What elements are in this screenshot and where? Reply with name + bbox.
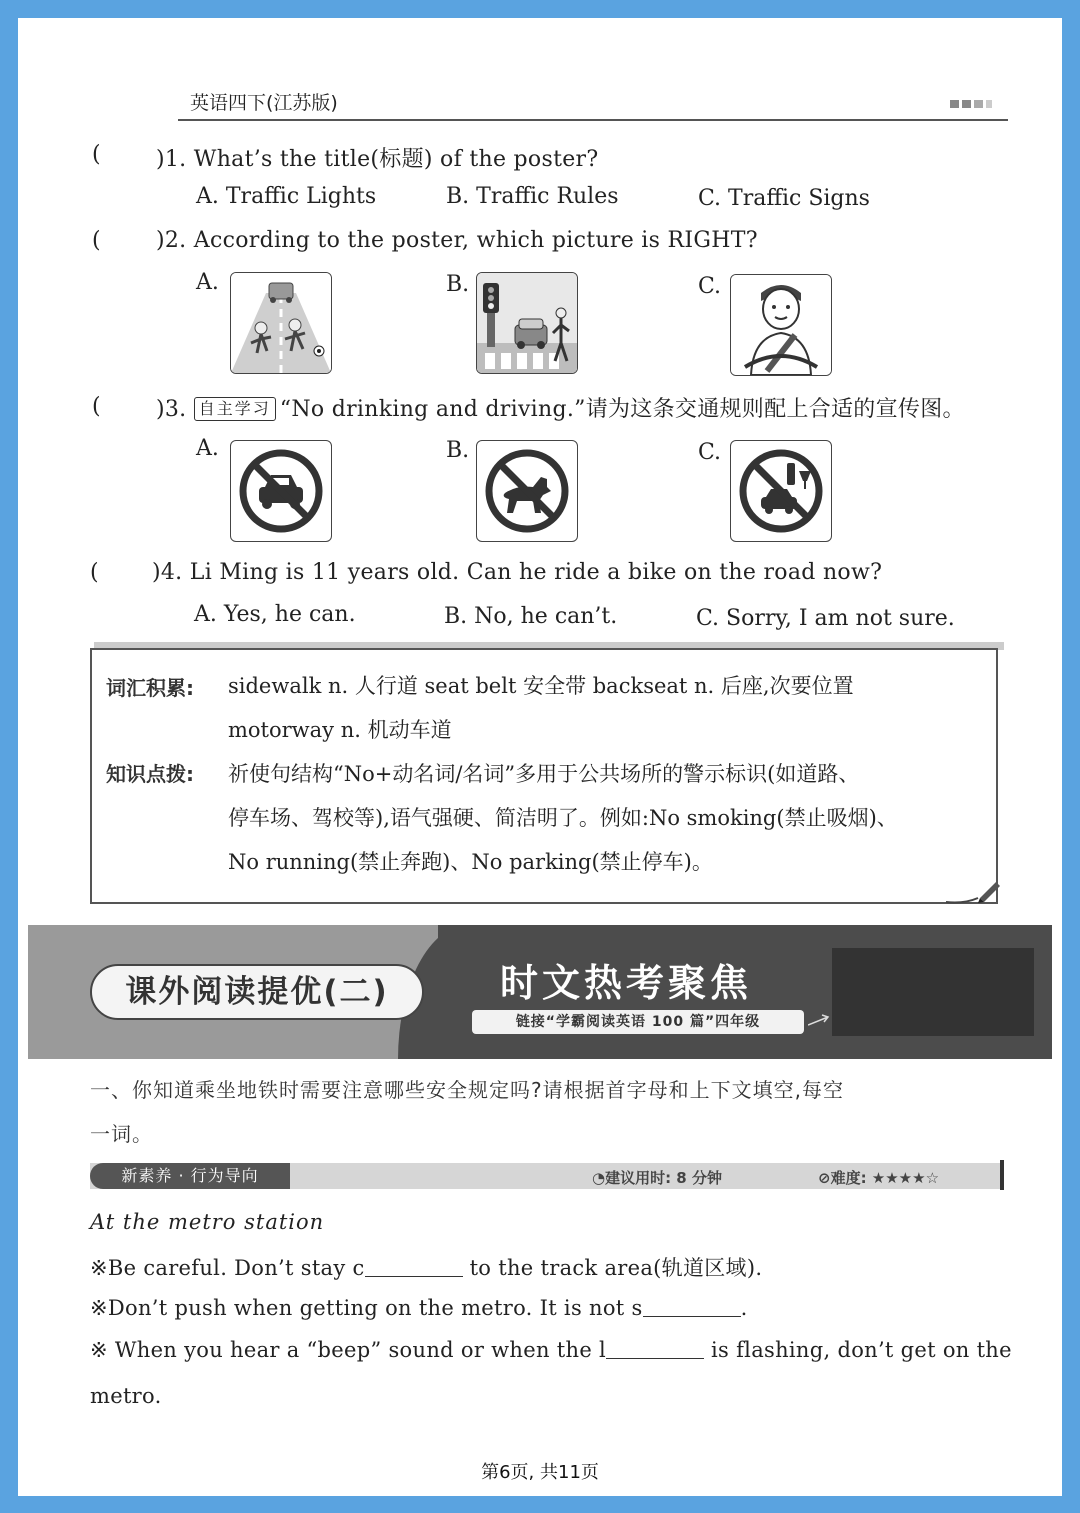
tip-line-3: No running(禁止奔跑)、No parking(禁止停车)。: [228, 850, 713, 874]
line-text: is flashing, don’t get on the: [711, 1338, 1012, 1362]
line-text: .: [740, 1296, 748, 1320]
option-b-label: B.: [446, 272, 470, 297]
header-rule: [178, 119, 1008, 121]
fill-blank-3[interactable]: [606, 1340, 704, 1359]
option-a-label: A.: [196, 436, 219, 461]
kids-playing-on-road-picture[interactable]: [230, 272, 332, 374]
passage-line-1: [90, 1252, 762, 1282]
option-b[interactable]: B. No, he can’t.: [444, 604, 618, 629]
passage-line-2: [90, 1296, 748, 1320]
question-text: Li Ming is 11 years old. Can he ride a bike on the road now?: [189, 560, 883, 585]
answer-paren[interactable]: (: [90, 560, 99, 585]
question-4: [152, 560, 882, 585]
option-b-label: B.: [446, 438, 470, 463]
passage-line-4: metro.: [90, 1384, 162, 1408]
suggested-time: ◔建议用时: 8 分钟: [592, 1169, 722, 1187]
vocab-line-2: motorway n. 机动车道: [228, 718, 452, 742]
option-c-label: C.: [698, 274, 722, 299]
section-instruction-line-1: 一、你知道乘坐地铁时需要注意哪些安全规定吗?请根据首字母和上下文填空,每空: [90, 1078, 844, 1102]
tip-line-2: 停车场、驾校等),语气强硬、简洁明了。例如:No smoking(禁止吸烟)、: [228, 806, 898, 830]
difficulty-rating: ⊘难度: ★★★★☆: [818, 1169, 940, 1187]
fill-blank-2[interactable]: [643, 1298, 741, 1317]
line-text: ※Don’t push when getting on the metro. It is not s: [90, 1296, 643, 1320]
question-text: According to the poster, which picture is RIGHT?: [193, 228, 758, 253]
line-text: ※Be careful. Don’t stay c: [90, 1256, 365, 1280]
option-a-label: A.: [196, 270, 219, 295]
arrow-icon: [808, 1012, 832, 1026]
strip-end-bar: [1000, 1160, 1004, 1190]
passage-line-3: [90, 1338, 1012, 1362]
no-drinking-driving-sign-picture[interactable]: [730, 440, 832, 542]
header-marks: [950, 100, 992, 108]
question-text: “No drinking and driving.”请为这条交通规则配上合适的宣传图。: [279, 397, 965, 422]
link-subtitle: 链接“学霸阅读英语 100 篇”四年级: [472, 1010, 804, 1034]
question-text: What’s the title(标题) of the poster?: [193, 147, 599, 172]
fill-blank-1[interactable]: [365, 1258, 463, 1277]
hot-topics-title: 时文热考聚焦: [500, 960, 753, 1005]
option-a[interactable]: A. Traffic Lights: [196, 184, 377, 209]
question-number: )2.: [156, 228, 187, 253]
option-b[interactable]: B. Traffic Rules: [446, 184, 619, 209]
vocab-line-1: sidewalk n. 人行道 seat belt 安全带 backseat n. 后座,次要位置: [228, 674, 854, 698]
reading-section-title: 课外阅读提优(二): [90, 964, 424, 1020]
question-number: )4.: [152, 560, 183, 585]
section-instruction-line-2: 一词。: [90, 1122, 153, 1146]
worksheet-page: [18, 18, 1062, 1496]
passage-title: At the metro station: [90, 1210, 325, 1234]
option-c[interactable]: C. Traffic Signs: [698, 186, 870, 211]
option-c-label: C.: [698, 440, 722, 465]
question-number: )1.: [156, 147, 187, 172]
line-text: to the track area(轨道区域).: [469, 1256, 763, 1280]
book-title: 英语四下(江苏版): [190, 92, 338, 114]
answer-paren[interactable]: (: [92, 228, 101, 253]
tip-heading: 知识点拨:: [106, 762, 194, 786]
page-indicator: 第6页, 共11页: [481, 1462, 599, 1483]
question-number: )3.: [156, 397, 187, 422]
question-3: [156, 392, 965, 423]
no-dogs-sign-picture[interactable]: [476, 440, 578, 542]
question-1: [156, 142, 598, 173]
tip-line-1: 祈使句结构“No+动名词/名词”多用于公共场所的警示标识(如道路、: [228, 762, 860, 786]
answer-paren[interactable]: (: [92, 142, 101, 167]
vocab-heading: 词汇积累:: [106, 676, 194, 700]
answer-paren[interactable]: (: [92, 394, 101, 419]
option-c[interactable]: C. Sorry, I am not sure.: [696, 606, 955, 631]
literacy-tag: 新素养 · 行为导向: [90, 1163, 290, 1189]
banner-corner-box: [832, 948, 1034, 1036]
driver-seat-belt-picture[interactable]: [730, 274, 832, 376]
self-study-tag: 自主学习: [194, 397, 276, 421]
no-car-sign-picture[interactable]: [230, 440, 332, 542]
question-2: [156, 228, 758, 253]
option-a[interactable]: A. Yes, he can.: [194, 602, 356, 627]
pen-icon: [944, 876, 1000, 906]
crosswalk-traffic-light-picture[interactable]: [476, 272, 578, 374]
line-text: ※ When you hear a “beep” sound or when the l: [90, 1338, 607, 1362]
